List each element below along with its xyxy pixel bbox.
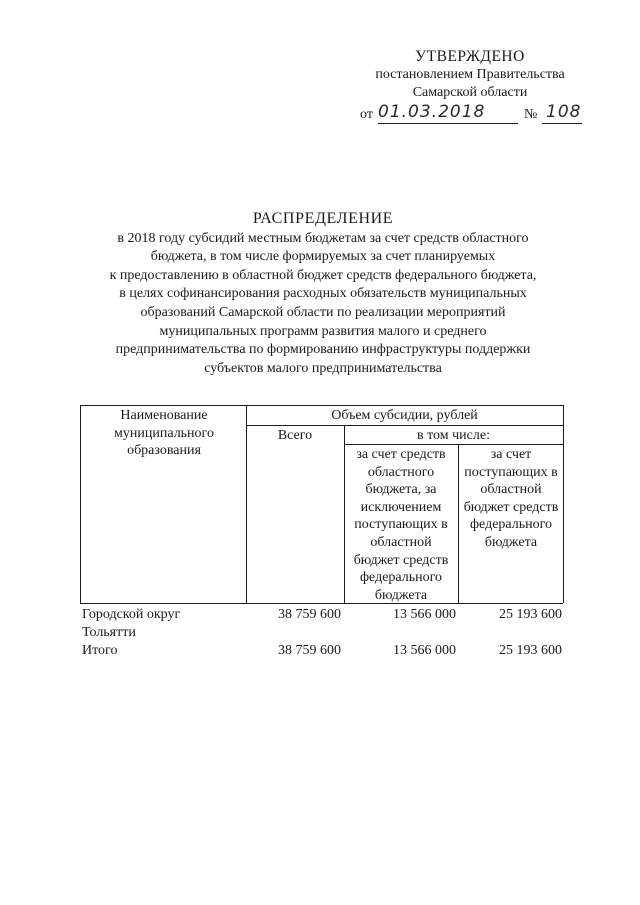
table-row: [82, 606, 564, 642]
number-label: №: [524, 107, 538, 122]
row-total-label: Итого: [82, 643, 118, 658]
header-subsidy-volume: Объем субсидии, рублей: [331, 408, 478, 423]
approval-block: [352, 48, 588, 102]
subtitle-line: к предоставлению в областной бюджет средств федерального бюджета,: [109, 267, 537, 283]
row-regional: 13 566 000: [393, 607, 456, 622]
header-right-border: [563, 405, 564, 603]
row-total-regional: 13 566 000: [393, 643, 456, 658]
subtitle-line: субъектов малого предпринимательства: [204, 360, 442, 376]
header-municipality: Наименование муниципального образования: [114, 408, 214, 459]
header-total: Всего: [277, 428, 313, 443]
handwritten-number: 108: [546, 102, 582, 122]
approval-line-1: постановлением Правительства: [375, 67, 565, 82]
header-regional-budget: за счет средств областного бюджета, за исключением поступающих в областной бюджет средств федерального бюджета: [353, 447, 449, 603]
number-underline: [542, 123, 582, 124]
subtitle-line: предпринимательства по формированию инфраструктуры поддержки: [115, 342, 531, 358]
subtitle-line: бюджета, в том числе формируемых за счет планируемых: [150, 249, 496, 265]
subtitle-line: в целях софинансирования расходных обязательств муниципальных: [119, 286, 527, 302]
approval-date-number: [352, 104, 592, 128]
header-divider-total: [344, 425, 345, 603]
header-subsidy-underline: [246, 425, 563, 426]
header-federal-budget: за счет поступающих в областной бюджет средств федерального бюджета: [463, 447, 559, 550]
row-total: 38 759 600: [278, 607, 341, 622]
row-municipality-name: Городской округ Тольятти: [82, 607, 181, 640]
handwritten-date: 01.03.2018: [378, 102, 486, 122]
approval-heading: УТВЕРЖДЕНО: [415, 48, 525, 65]
date-label: от: [360, 107, 373, 122]
date-underline: [378, 123, 518, 124]
header-bottom-border: [80, 603, 563, 604]
approval-line-2: Самарской области: [412, 85, 528, 100]
subtitle-line: образований Самарской области по реализации мероприятий: [140, 304, 506, 320]
header-divider-regional: [458, 444, 459, 603]
row-total-sum: 38 759 600: [278, 643, 341, 658]
table-row-total: [82, 642, 564, 660]
header-including: в том числе:: [417, 428, 490, 443]
row-federal: 25 193 600: [499, 607, 562, 622]
document-title-block: [86, 210, 560, 378]
header-divider-name: [246, 405, 247, 603]
header-top-border: [80, 405, 563, 406]
header-left-border: [80, 405, 81, 603]
document-title: РАСПРЕДЕЛЕНИЕ: [252, 210, 394, 227]
subtitle-line: в 2018 году субсидий местным бюджетам за счет средств областного: [117, 230, 529, 246]
subtitle-line: муниципальных программ развития малого и среднего: [159, 323, 487, 339]
row-total-federal: 25 193 600: [499, 643, 562, 658]
